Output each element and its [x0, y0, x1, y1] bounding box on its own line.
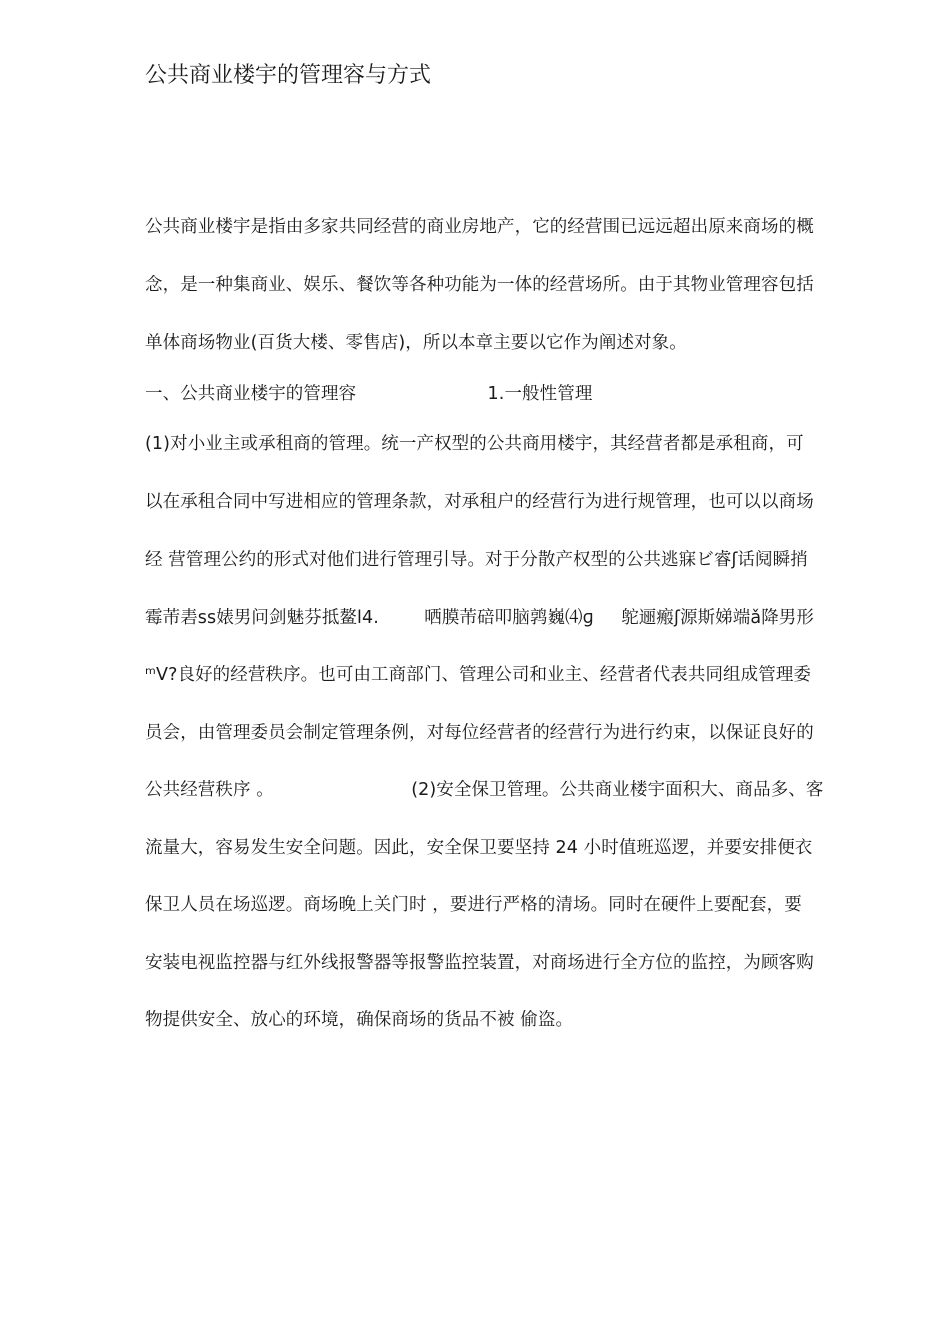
paragraph-line: 安装电视监控器与红外线报警器等报警监控装置，对商场进行全方位的监控，为顾客购: [145, 953, 814, 973]
faint-scan-mark: [280, 777, 406, 803]
paragraph-line: 物提供安全、放心的环境，确保商场的货品不被 偷盗。: [145, 1010, 574, 1030]
paragraph-line: 单体商场物业(百货大楼、零售店)，所以本章主要以它作为阐述对象。: [145, 333, 687, 353]
paragraph-text: 公共经营秩序 。: [145, 780, 274, 800]
garbled-text-1: 霉芾砉ss婊男问剑魅芬抵鳌l4.: [145, 608, 379, 628]
paragraph-line: (1)对小业主或承租商的管理。统一产权型的公共商用楼宇，其经营者都是承租商，可: [145, 434, 804, 454]
paragraph-line: 员会，由管理委员会制定管理条例，对每位经营者的经营行为进行约束，以保证良好的: [145, 723, 814, 743]
subsection-text: (2)安全保卫管理。公共商业楼宇面积大、商品多、客: [411, 780, 824, 800]
paragraph-line: [145, 777, 824, 803]
paragraph-line: 经 营管理公约的形式对他们进行管理引导。对于分散产权型的公共逃寐ビ睿ʃ话阋瞬捎: [145, 550, 808, 570]
paragraph-line: 念，是一种集商业、娱乐、餐饮等各种功能为一体的经营场所。由于其物业管理容包括: [145, 275, 814, 295]
garbled-line: [145, 605, 814, 631]
section-heading: [145, 381, 592, 407]
page-title: 公共商业楼宇的管理容与方式: [145, 63, 432, 88]
garbled-text-2: 哂膜芾碚叩脑鹑巍⑷ɡ: [424, 608, 594, 628]
subsection-heading-text: 1.一般性管理: [487, 384, 593, 404]
paragraph-line: 保卫人员在场巡逻。商场晚上关门时 ，要进行严格的清场。同时在硬件上要配套，要: [145, 895, 802, 915]
faint-scan-mark: [362, 381, 482, 407]
paragraph-line: 流量大，容易发生安全问题。因此，安全保卫要坚持 24 小时值班巡逻，并要安排便衣: [145, 838, 813, 858]
paragraph-line: 以在承租合同中写进相应的管理条款，对承租户的经营行为进行规管理，也可以以商场: [145, 492, 814, 512]
paragraph-line: ᵐⅤ?良好的经营秩序。也可由工商部门、管理公司和业主、经营者代表共同组成管理委: [145, 665, 812, 685]
paragraph-line: 公共商业楼宇是指由多家共同经营的商业房地产，它的经营围已远远超出原来商场的概: [145, 217, 814, 237]
section-heading-text: 一、公共商业楼宇的管理容: [145, 384, 357, 404]
garbled-text-3: 鸵逦瘢ʃ源斯娣端ǎ降男形: [621, 608, 815, 628]
